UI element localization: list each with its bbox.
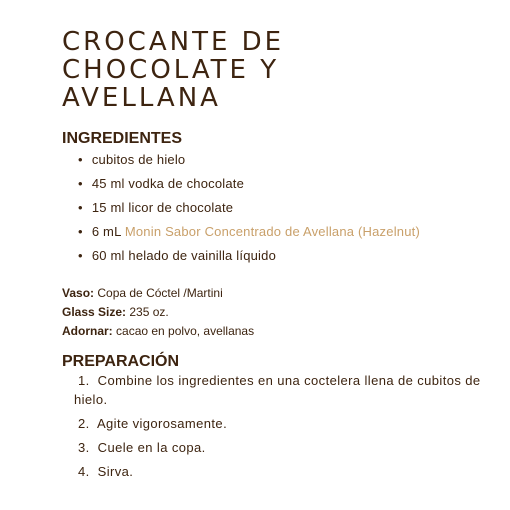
step-text: Cuele en la copa. bbox=[97, 440, 206, 455]
ingredient-text: 45 ml vodka de chocolate bbox=[91, 176, 245, 191]
ingredient-product-link[interactable]: Monin Sabor Concentrado de Avellana (Hazelnut) bbox=[124, 224, 420, 239]
garnish-label: Adornar: bbox=[62, 324, 113, 338]
step-number: 4. bbox=[78, 464, 90, 479]
recipe-title-line-3: AVELLANA bbox=[62, 83, 221, 113]
step-number: 3. bbox=[78, 440, 90, 455]
recipe-card bbox=[62, 28, 482, 486]
glass-row bbox=[62, 284, 482, 303]
recipe-title-line-2: CHOCOLATE Y bbox=[62, 55, 280, 85]
bullet-icon: • bbox=[78, 176, 83, 191]
step-item bbox=[74, 414, 482, 433]
ingredient-item bbox=[78, 220, 482, 244]
step-item bbox=[74, 462, 482, 481]
preparation-heading: PREPARACIÓN bbox=[62, 353, 180, 370]
step-number: 1. bbox=[78, 373, 90, 388]
ingredients-heading: INGREDIENTES bbox=[62, 130, 183, 147]
garnish-row bbox=[62, 322, 482, 341]
glass-size-value: 235 oz. bbox=[129, 305, 169, 319]
bullet-icon: • bbox=[78, 248, 83, 263]
ingredients-list bbox=[62, 148, 482, 268]
step-item bbox=[74, 438, 482, 457]
step-text: Agite vigorosamente. bbox=[96, 416, 228, 431]
bullet-icon: • bbox=[78, 224, 83, 239]
ingredient-item bbox=[78, 148, 482, 172]
preparation-steps bbox=[62, 371, 482, 481]
ingredient-item bbox=[78, 172, 482, 196]
ingredient-item bbox=[78, 196, 482, 220]
step-number: 2. bbox=[78, 416, 90, 431]
step-text: Combine los ingredientes en una coctelera llena de cubitos de hielo. bbox=[74, 373, 481, 407]
bullet-icon: • bbox=[78, 152, 83, 167]
glass-label: Vaso: bbox=[62, 286, 95, 300]
ingredient-text: 60 ml helado de vainilla líquido bbox=[91, 248, 276, 263]
ingredient-text: 15 ml licor de chocolate bbox=[91, 200, 234, 215]
step-text: Sirva. bbox=[97, 464, 134, 479]
recipe-meta bbox=[62, 284, 482, 341]
step-item bbox=[74, 371, 482, 409]
garnish-value: cacao en polvo, avellanas bbox=[116, 324, 255, 338]
ingredient-item bbox=[78, 244, 482, 268]
ingredient-qty: 6 mL bbox=[91, 224, 122, 239]
glass-size-label: Glass Size: bbox=[62, 305, 127, 319]
glass-size-row bbox=[62, 303, 482, 322]
bullet-icon: • bbox=[78, 200, 83, 215]
recipe-title-line-1: CROCANTE DE bbox=[62, 27, 285, 57]
ingredient-text: cubitos de hielo bbox=[91, 152, 186, 167]
glass-value: Copa de Cóctel /Martini bbox=[97, 286, 223, 300]
recipe-title bbox=[62, 28, 482, 112]
